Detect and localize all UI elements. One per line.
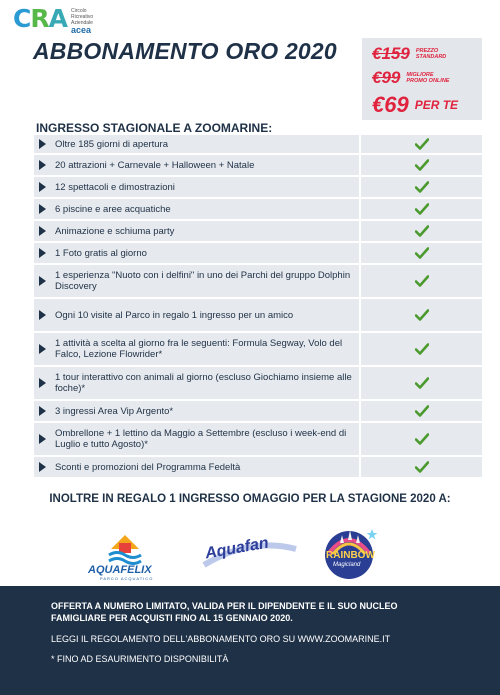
feature-text: 3 ingressi Area Vip Argento* bbox=[55, 405, 174, 417]
table-row bbox=[34, 177, 482, 197]
check-cell bbox=[361, 401, 482, 421]
feature-text: 1 attività a scelta al giorno fra le seguenti: Formula Segway, Volo del Falco, Lezione Flowrider* bbox=[55, 338, 343, 360]
feature-text: Sconti e promozioni del Programma Fedeltà bbox=[55, 461, 241, 473]
feature-cell bbox=[34, 155, 359, 175]
offer-price: €69 bbox=[372, 92, 409, 117]
arrow-right-icon bbox=[39, 406, 46, 416]
checkmark-icon bbox=[415, 309, 429, 321]
arrow-right-icon bbox=[39, 182, 46, 192]
arrow-right-icon bbox=[39, 276, 46, 286]
rainbow-subtitle: Magicland bbox=[333, 562, 361, 568]
feature-text: Ombrellone + 1 lettino da Maggio a Settembre (escluso i week-end di Luglio e tutto Agosto)* bbox=[55, 428, 347, 450]
feature-text: Animazione e schiuma party bbox=[55, 225, 175, 237]
arrow-right-icon bbox=[39, 462, 46, 472]
feature-text: 20 attrazioni + Carnevale + Halloween + Natale bbox=[55, 159, 255, 171]
feature-cell bbox=[34, 177, 359, 197]
checkmark-icon bbox=[415, 138, 429, 150]
check-cell bbox=[361, 265, 482, 297]
rainbow-name: RAINBOW bbox=[326, 550, 375, 561]
feature-text: Ogni 10 visite al Parco in regalo 1 ingresso per un amico bbox=[55, 309, 294, 321]
table-row bbox=[34, 423, 482, 455]
arrow-right-icon bbox=[39, 310, 46, 320]
arrow-right-icon bbox=[39, 160, 46, 170]
footer-offer-text: OFFERTA A NUMERO LIMITATO, VALIDA PER IL DIPENDENTE E IL SUO NUCLEO FAMIGLIARE PER ACQUISTI FINO AL 15 GENNAIO 2020. bbox=[51, 601, 398, 623]
feature-text: 1 Foto gratis al giorno bbox=[55, 247, 147, 259]
footer-availability-note: * FINO AD ESAURIMENTO DISPONIBILITÀ bbox=[51, 654, 229, 664]
feature-text: Oltre 185 giorni di apertura bbox=[55, 138, 169, 150]
logo-brand: CRA bbox=[13, 4, 67, 33]
arrow-right-icon bbox=[39, 344, 46, 354]
footer-rules-text: LEGGI IL REGOLAMENTO DELL'ABBONAMENTO ORO SU WWW.ZOOMARINE.IT bbox=[51, 634, 391, 644]
feature-cell bbox=[34, 333, 359, 365]
check-cell bbox=[361, 177, 482, 197]
table-row bbox=[34, 299, 482, 331]
cra-acea-logo bbox=[13, 6, 93, 36]
check-cell bbox=[361, 155, 482, 175]
table-row bbox=[34, 401, 482, 421]
check-cell bbox=[361, 333, 482, 365]
checkmark-icon bbox=[415, 159, 429, 171]
online-price: €99 bbox=[372, 68, 401, 87]
check-cell bbox=[361, 423, 482, 455]
check-cell bbox=[361, 367, 482, 399]
feature-cell bbox=[34, 457, 359, 477]
feature-table bbox=[34, 135, 482, 479]
table-row bbox=[34, 367, 482, 399]
page-title: ABBONAMENTO ORO 2020 bbox=[33, 38, 337, 64]
arrow-right-icon bbox=[39, 434, 46, 444]
feature-cell bbox=[34, 221, 359, 241]
aquafelix-logo-icon bbox=[105, 533, 145, 565]
checkmark-icon bbox=[415, 247, 429, 259]
checkmark-icon bbox=[415, 225, 429, 237]
feature-cell bbox=[34, 243, 359, 263]
feature-text: 1 tour interattivo con animali al giorno (escluso Giochiamo insieme alle foche)* bbox=[55, 372, 352, 394]
check-cell bbox=[361, 243, 482, 263]
arrow-right-icon bbox=[39, 248, 46, 258]
table-row bbox=[34, 333, 482, 365]
footer-banner bbox=[0, 586, 500, 695]
standard-price: €159 bbox=[372, 44, 410, 63]
table-row bbox=[34, 221, 482, 241]
feature-cell bbox=[34, 401, 359, 421]
gift-heading: INOLTRE IN REGALO 1 INGRESSO OMAGGIO PER LA STAGIONE 2020 A: bbox=[49, 493, 451, 505]
feature-cell bbox=[34, 367, 359, 399]
table-row bbox=[34, 457, 482, 477]
check-cell bbox=[361, 299, 482, 331]
table-row bbox=[34, 199, 482, 219]
table-row bbox=[34, 265, 482, 297]
section-heading: INGRESSO STAGIONALE A ZOOMARINE: bbox=[36, 121, 273, 135]
feature-text: 1 esperienza "Nuoto con i delfini" in uno dei Parchi del gruppo Dolphin Discovery bbox=[55, 270, 351, 292]
checkmark-icon bbox=[415, 343, 429, 355]
checkmark-icon bbox=[415, 461, 429, 473]
offer-price-label: PER TE bbox=[414, 98, 459, 112]
checkmark-icon bbox=[415, 203, 429, 215]
checkmark-icon bbox=[415, 433, 429, 445]
table-row bbox=[34, 155, 482, 175]
checkmark-icon bbox=[415, 377, 429, 389]
arrow-right-icon bbox=[39, 204, 46, 214]
offer-price-row bbox=[372, 92, 458, 118]
check-cell bbox=[361, 135, 482, 153]
online-price-note: MIGLIORE PROMO ONLINE bbox=[406, 72, 450, 84]
check-cell bbox=[361, 199, 482, 219]
feature-text: 6 piscine e aree acquatiche bbox=[55, 203, 171, 215]
feature-cell bbox=[34, 199, 359, 219]
feature-cell bbox=[34, 135, 359, 153]
feature-cell bbox=[34, 423, 359, 455]
arrow-right-icon bbox=[39, 139, 46, 149]
checkmark-icon bbox=[415, 405, 429, 417]
checkmark-icon bbox=[415, 181, 429, 193]
logo-text: Circolo Ricreativo Aziendale acea bbox=[70, 8, 94, 35]
online-price-row bbox=[372, 68, 449, 88]
check-cell bbox=[361, 457, 482, 477]
aquafan-name: Aquafan bbox=[203, 534, 270, 563]
aquafelix-name: AQUAFELIX bbox=[88, 564, 152, 576]
arrow-right-icon bbox=[39, 226, 46, 236]
feature-cell bbox=[34, 265, 359, 297]
logo-company: acea bbox=[70, 25, 92, 35]
standard-price-note: PREZZO STANDARD bbox=[415, 48, 447, 60]
checkmark-icon bbox=[415, 275, 429, 287]
feature-cell bbox=[34, 299, 359, 331]
check-cell bbox=[361, 221, 482, 241]
aquafelix-subtitle: PARCO ACQUATICO bbox=[100, 576, 154, 581]
table-row bbox=[34, 243, 482, 263]
table-row bbox=[34, 135, 482, 153]
price-box bbox=[362, 38, 482, 120]
feature-text: 12 spettacoli e dimostrazioni bbox=[55, 181, 175, 193]
arrow-right-icon bbox=[39, 378, 46, 388]
standard-price-row bbox=[372, 44, 446, 64]
